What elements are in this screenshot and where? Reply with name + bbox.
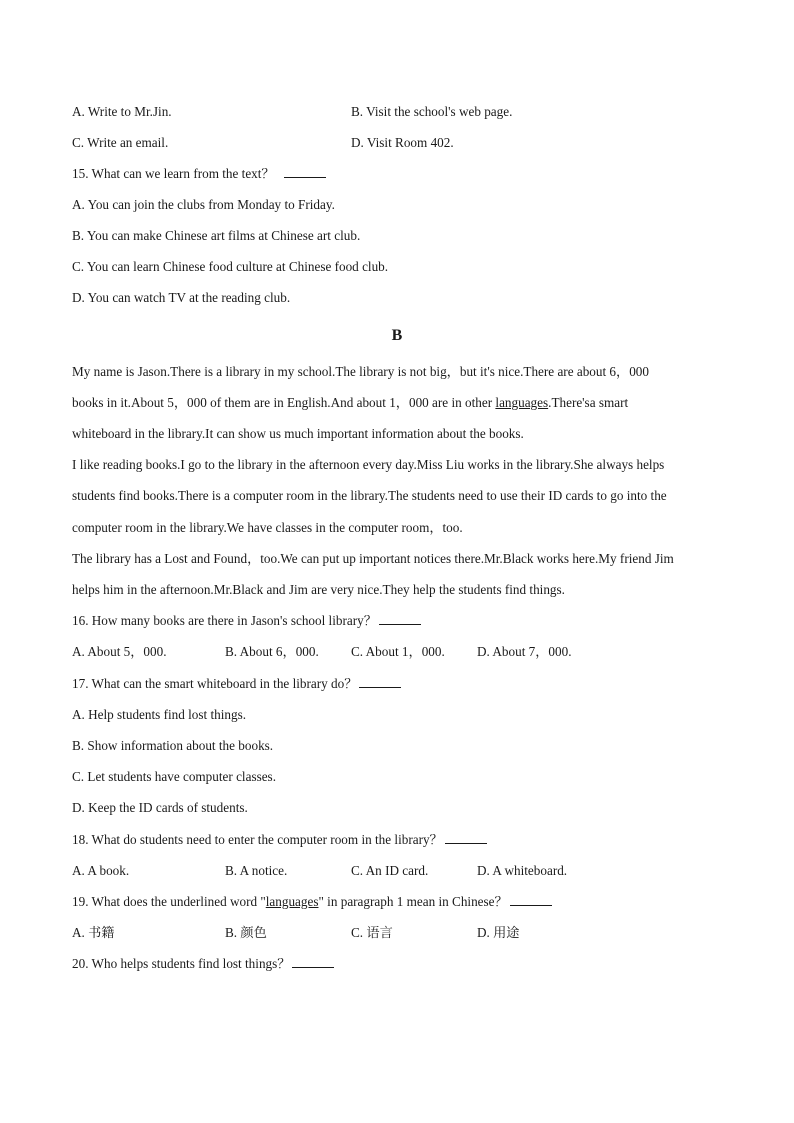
q18-question: [72, 831, 487, 849]
underlined-word: languages: [495, 395, 549, 410]
passage-line: computer room in the library.We have classes in the computer room，too.: [72, 520, 463, 535]
q16-option-c: C. About 1，000.: [351, 644, 445, 659]
q19-question-text: " in paragraph 1 mean in Chinese？: [318, 894, 508, 909]
q16-option-b: B. About 6，000.: [225, 644, 319, 659]
q16-question-text: 16. How many books are there in Jason's school library？: [72, 613, 377, 628]
q14-option-a: A. Write to Mr.Jin.: [72, 104, 172, 119]
passage-line: I like reading books.I go to the library in the afternoon every day.Miss Liu works in the library.She always helps: [72, 457, 665, 472]
q18-question-text: 18. What do students need to enter the computer room in the library？: [72, 832, 443, 847]
answer-blank: [359, 675, 401, 688]
q17-option-c: C. Let students have computer classes.: [72, 769, 276, 784]
q14-option-d: D. Visit Room 402.: [351, 135, 454, 150]
q15-question: [72, 165, 326, 183]
q19-option-c: C. 语言: [351, 925, 393, 940]
answer-blank: [510, 893, 552, 906]
q14-option-c: C. Write an email.: [72, 135, 169, 150]
q17-question: [72, 675, 401, 693]
q16-option-a: A. About 5，000.: [72, 644, 167, 659]
answer-blank: [292, 955, 334, 968]
passage-line: [72, 394, 628, 412]
passage-text: books in it.About 5，000 of them are in English.And about 1，000 are in other: [72, 395, 496, 410]
q19-option-a: A. 书籍: [72, 925, 115, 940]
q17-option-a: A. Help students find lost things.: [72, 707, 247, 722]
passage-line: students find books.There is a computer room in the library.The students need to use their ID cards to go into the: [72, 488, 667, 503]
passage-line: helps him in the afternoon.Mr.Black and Jim are very nice.They help the students find things.: [72, 582, 565, 597]
q16-option-d: D. About 7，000.: [477, 644, 572, 659]
passage-line: The library has a Lost and Found，too.We can put up important notices there.Mr.Black works here.My friend Jim: [72, 551, 674, 566]
q17-option-b: B. Show information about the books.: [72, 738, 274, 753]
q14-option-b: B. Visit the school's web page.: [351, 104, 513, 119]
passage-text: .There'sa smart: [548, 395, 629, 410]
q19-question-text: 19. What does the underlined word ": [72, 894, 266, 909]
q18-option-a: A. A book.: [72, 863, 130, 878]
answer-blank: [284, 165, 326, 178]
q15-option-d: D. You can watch TV at the reading club.: [72, 290, 291, 305]
q19-option-b: B. 颜色: [225, 925, 267, 940]
q18-option-b: B. A notice.: [225, 863, 288, 878]
q15-option-a: A. You can join the clubs from Monday to Friday.: [72, 197, 335, 212]
q16-question: [72, 612, 421, 630]
q15-option-c: C. You can learn Chinese food culture at Chinese food club.: [72, 259, 389, 274]
section-heading: B: [391, 327, 403, 344]
q18-option-d: D. A whiteboard.: [477, 863, 568, 878]
q20-question: [72, 955, 334, 973]
answer-blank: [379, 612, 421, 625]
q15-option-b: B. You can make Chinese art films at Chinese art club.: [72, 228, 361, 243]
answer-blank: [445, 831, 487, 844]
q15-question-text: 15. What can we learn from the text？: [72, 166, 275, 181]
q20-question-text: 20. Who helps students find lost things？: [72, 956, 291, 971]
passage-line: My name is Jason.There is a library in my school.The library is not big，but it's nice.There are about 6，000: [72, 364, 649, 379]
q18-option-c: C. An ID card.: [351, 863, 429, 878]
q19-question: [72, 893, 552, 911]
q17-question-text: 17. What can the smart whiteboard in the library do？: [72, 676, 358, 691]
passage-line: whiteboard in the library.It can show us much important information about the books.: [72, 426, 524, 441]
underlined-word: languages: [265, 894, 319, 909]
q17-option-d: D. Keep the ID cards of students.: [72, 800, 248, 815]
q19-option-d: D. 用途: [477, 925, 520, 940]
